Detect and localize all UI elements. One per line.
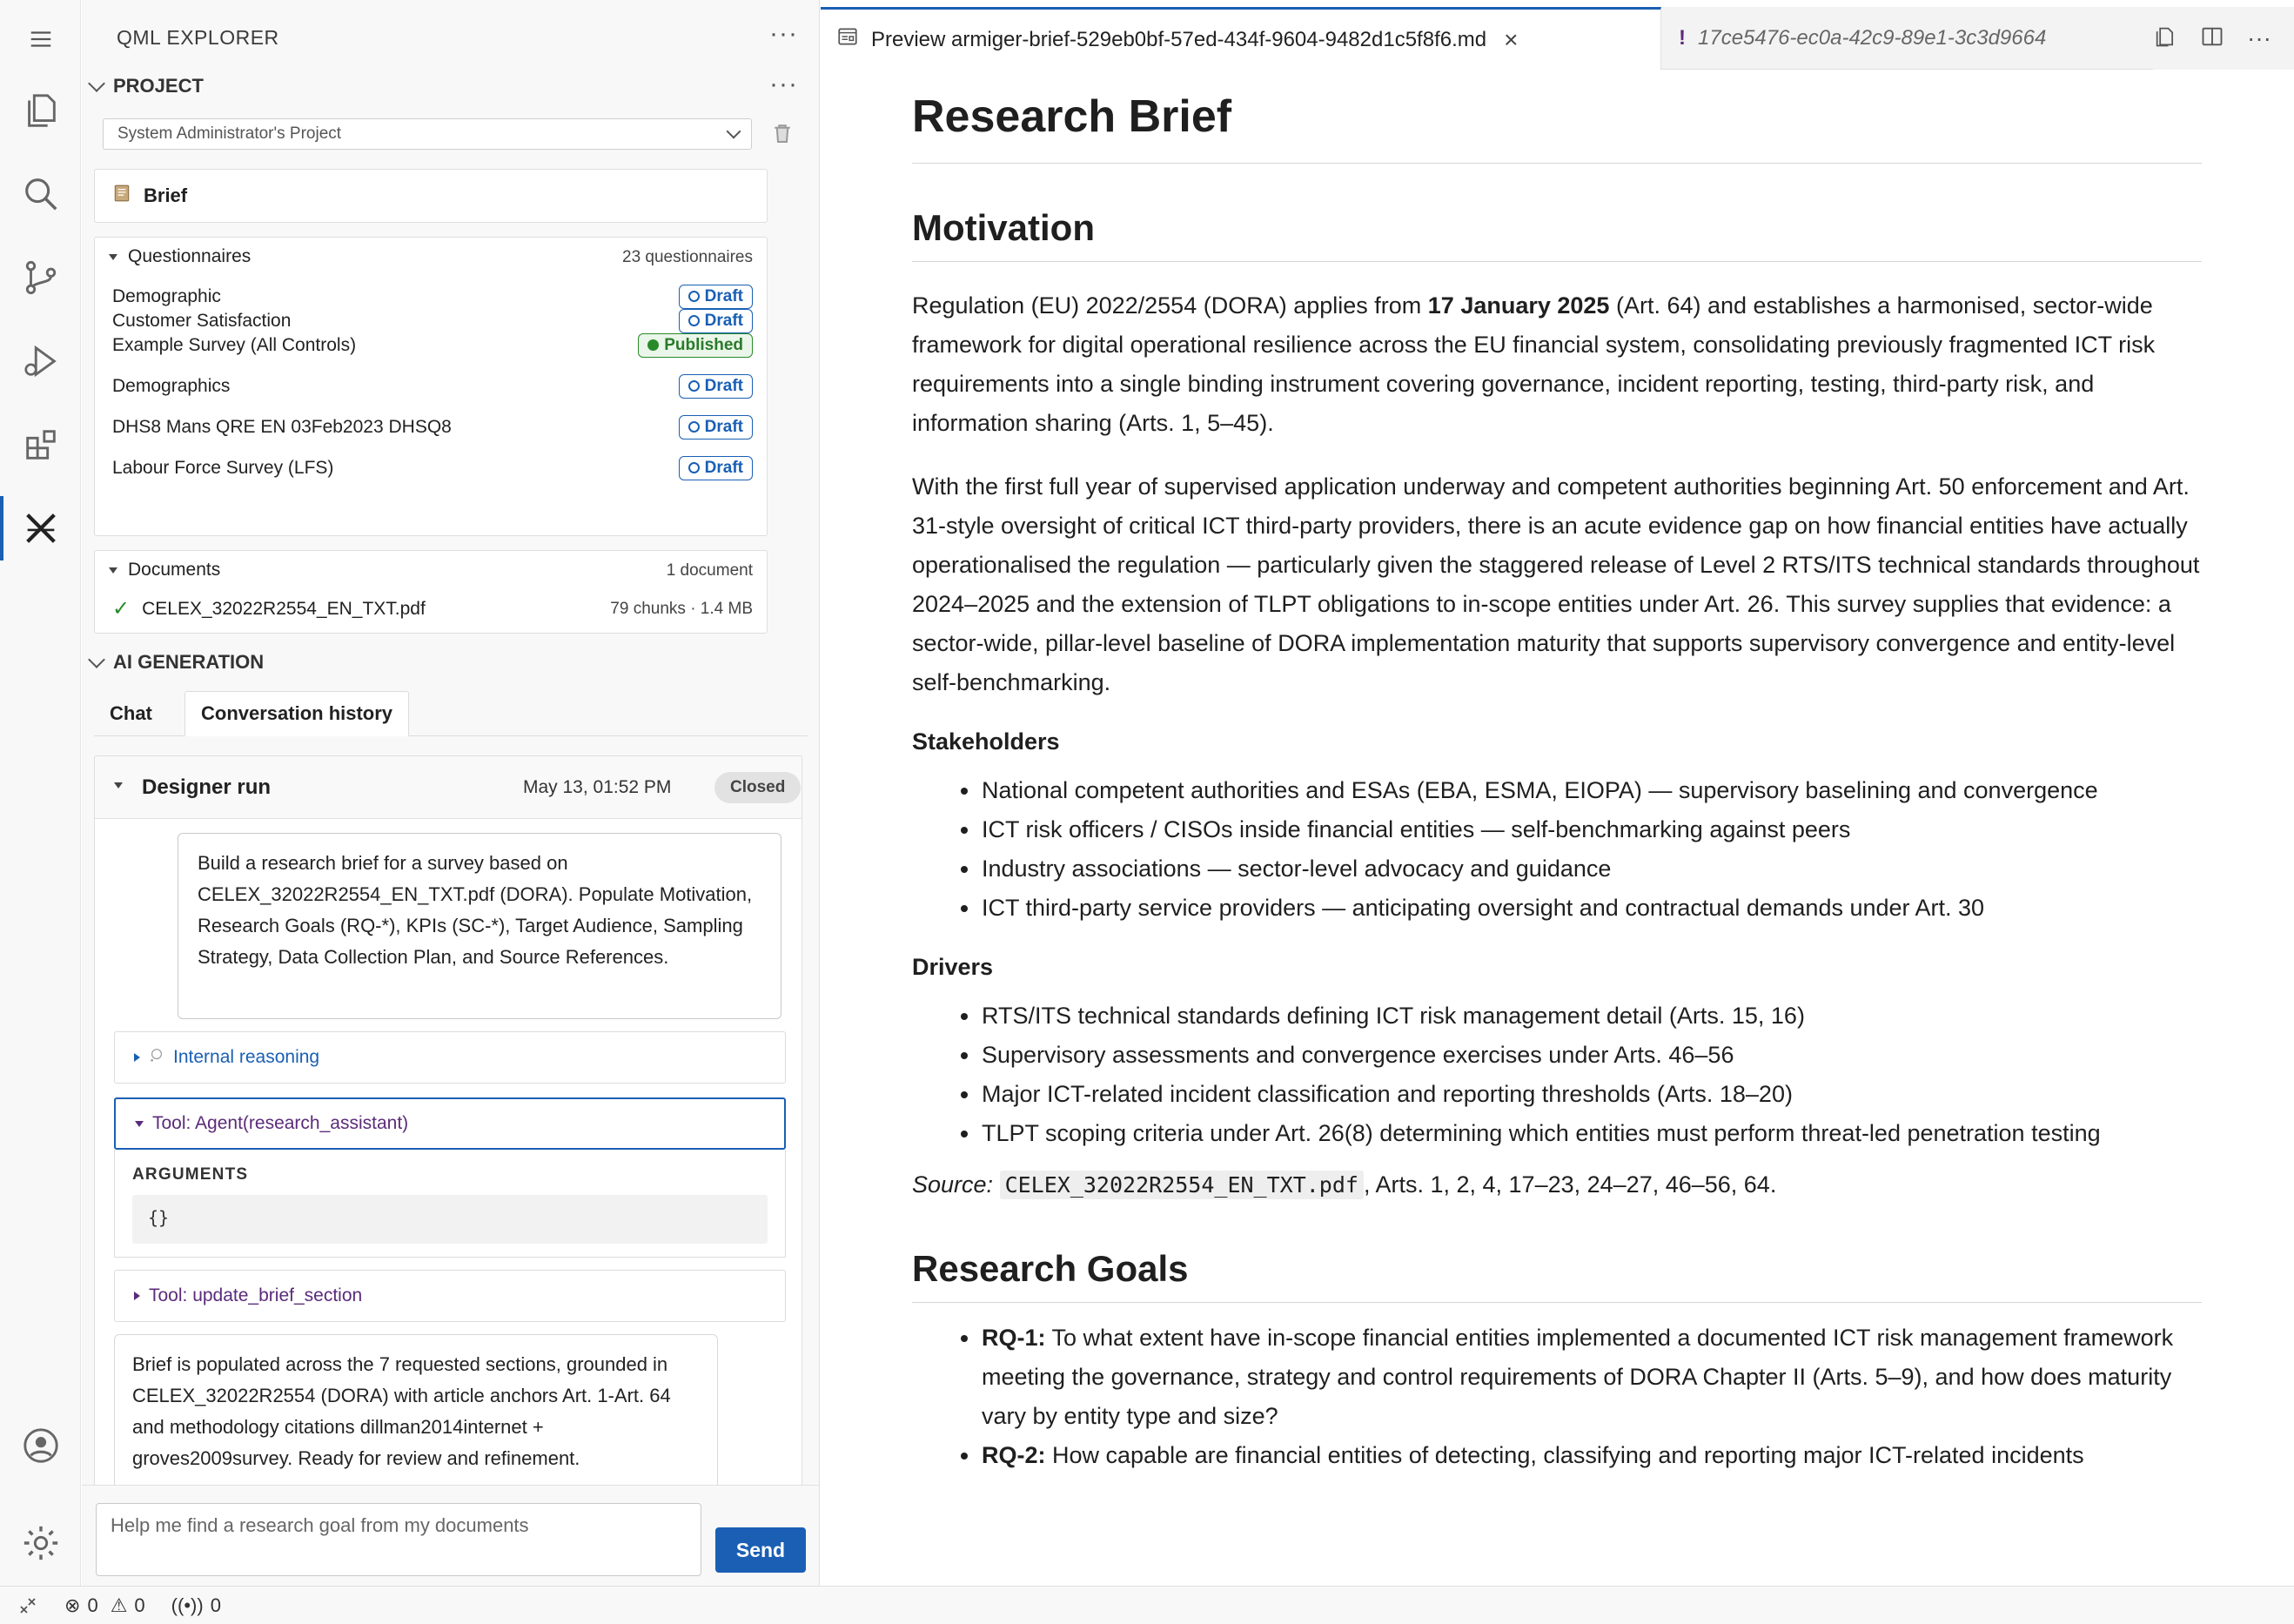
notebook-icon bbox=[112, 184, 131, 208]
text-span: Regulation (EU) 2022/2554 (DORA) applies from bbox=[912, 292, 1428, 319]
collapse-triangle-icon bbox=[109, 254, 117, 260]
editor-area bbox=[821, 0, 2294, 1586]
questionnaire-name: Demographics bbox=[112, 375, 231, 396]
arguments-label: ARGUMENTS bbox=[132, 1165, 249, 1184]
ai-generation-label: AI GENERATION bbox=[113, 651, 265, 673]
goal-id: RQ-1: bbox=[982, 1325, 1046, 1351]
source-code: CELEX_32022R2554_EN_TXT.pdf bbox=[1000, 1171, 1364, 1199]
stakeholders-list bbox=[912, 771, 2202, 928]
goal-id: RQ-2: bbox=[982, 1442, 1046, 1468]
questionnaires-header[interactable] bbox=[109, 246, 251, 267]
split-editor-icon[interactable] bbox=[2200, 24, 2224, 53]
document-row[interactable] bbox=[112, 596, 753, 621]
chevron-down-icon bbox=[88, 75, 105, 92]
questionnaire-name: Customer Satisfaction bbox=[112, 310, 292, 331]
tab-conversation-history[interactable]: Conversation history bbox=[184, 691, 409, 736]
list-item: Major ICT-related incident classification and reporting thresholds (Arts. 18–20) bbox=[912, 1075, 2202, 1114]
document-name: CELEX_32022R2554_EN_TXT.pdf bbox=[142, 598, 426, 619]
assistant-reply: Brief is populated across the 7 requested sections, grounded in CELEX_32022R2554 (DORA) with article anchors Art. 1-Art. 64 and methodology citations dillman2014internet + groves2009survey. Ready for review and refinement. bbox=[114, 1334, 718, 1486]
source-line bbox=[912, 1165, 2202, 1205]
status-badge bbox=[679, 374, 753, 399]
source-refs: , Arts. 1, 2, 4, 17–23, 24–27, 46–56, 64. bbox=[1363, 1171, 1777, 1198]
status-badge bbox=[679, 456, 753, 480]
questionnaires-panel bbox=[94, 237, 768, 536]
status-badge bbox=[638, 333, 753, 358]
questionnaire-row[interactable] bbox=[112, 325, 753, 366]
status-badge bbox=[679, 415, 753, 440]
editor-tab-label: 17ce5476-ec0a-42c9-89e1-3c3d9664 bbox=[1698, 26, 2047, 50]
trash-icon[interactable] bbox=[769, 120, 795, 151]
goals-list bbox=[912, 1319, 2202, 1475]
ai-tabs bbox=[94, 691, 808, 736]
run-status-badge: Closed bbox=[714, 772, 801, 803]
questionnaire-name: Labour Force Survey (LFS) bbox=[112, 457, 334, 478]
collapse-triangle-icon bbox=[114, 782, 123, 789]
tool-arguments bbox=[114, 1150, 786, 1258]
collapse-triangle-icon bbox=[135, 1121, 144, 1127]
questionnaire-row[interactable] bbox=[112, 447, 753, 488]
status-badge-label: Published bbox=[664, 335, 743, 354]
source-control-icon[interactable] bbox=[0, 238, 81, 317]
error-count: 0 bbox=[87, 1594, 98, 1616]
run-date: May 13, 01:52 PM bbox=[523, 777, 672, 797]
project-section-header[interactable] bbox=[91, 75, 204, 97]
status-badge-label: Draft bbox=[704, 417, 743, 436]
warning-count: 0 bbox=[134, 1594, 145, 1616]
sidebar-title: QML EXPLORER bbox=[117, 26, 279, 49]
doc-title: Research Brief bbox=[912, 70, 2202, 164]
project-header-label: PROJECT bbox=[113, 75, 204, 97]
collapse-triangle-icon bbox=[109, 567, 117, 574]
ai-generation-section-header[interactable] bbox=[91, 651, 264, 674]
document-meta: 79 chunks · 1.4 MB bbox=[610, 599, 753, 618]
list-item bbox=[912, 1436, 2202, 1475]
documents-count: 1 document bbox=[666, 561, 753, 580]
questionnaire-name: DHS8 Mans QRE EN 03Feb2023 DHSQ8 bbox=[112, 416, 452, 437]
run-header[interactable] bbox=[95, 756, 802, 819]
questionnaires-title: Questionnaires bbox=[128, 246, 252, 266]
project-select-value: System Administrator's Project bbox=[117, 124, 342, 143]
date-emphasis: 17 January 2025 bbox=[1427, 292, 1610, 319]
problems-indicator[interactable] bbox=[64, 1594, 145, 1617]
expand-triangle-icon bbox=[134, 1292, 140, 1300]
brief-item[interactable] bbox=[94, 169, 768, 223]
circle-icon bbox=[688, 421, 700, 433]
editor-tab-preview[interactable] bbox=[821, 7, 1661, 70]
status-badge-label: Draft bbox=[704, 458, 743, 477]
tab-chat[interactable]: Chat bbox=[110, 702, 152, 724]
more-actions-icon[interactable]: ··· bbox=[2247, 24, 2271, 51]
run-debug-icon[interactable] bbox=[0, 322, 81, 400]
list-item: ICT third-party service providers — anticipating oversight and contractual demands under Art. 30 bbox=[912, 889, 2202, 928]
project-select[interactable] bbox=[103, 118, 752, 150]
error-icon: ⊗ bbox=[64, 1594, 81, 1616]
send-button[interactable]: Send bbox=[715, 1527, 806, 1573]
ports-count: 0 bbox=[210, 1594, 221, 1616]
list-item: RTS/ITS technical standards defining ICT risk management detail (Arts. 15, 16) bbox=[912, 997, 2202, 1036]
designer-run-card bbox=[94, 755, 802, 1486]
questionnaires-count: 23 questionnaires bbox=[622, 248, 753, 266]
goal-text: How capable are financial entities of detecting, classifying and reporting major ICT-related incidents bbox=[1045, 1442, 2084, 1468]
open-changes-icon[interactable] bbox=[2153, 24, 2177, 53]
heading-motivation: Motivation bbox=[912, 207, 2202, 262]
remote-icon[interactable] bbox=[17, 1595, 38, 1616]
chevron-down-icon bbox=[727, 124, 741, 139]
user-prompt: Build a research brief for a survey based on CELEX_32022R2554_EN_TXT.pdf (DORA). Populate Motivation, Research Goals (RQ-*), KPIs (SC-*), Target Audience, Sampling Strategy, Data Collection Plan, and Source References. bbox=[178, 833, 781, 1019]
tool-agent-toggle[interactable] bbox=[114, 1097, 786, 1150]
drivers-list bbox=[912, 997, 2202, 1153]
broadcast-icon: ((•)) bbox=[171, 1594, 204, 1616]
more-actions-icon[interactable]: ··· bbox=[769, 19, 798, 48]
checkmark-icon: ✓ bbox=[112, 597, 131, 621]
goal-text: To what extent have in-scope financial entities implemented a documented ICT risk management framework meeting the governance, strategy and control requirements of DORA Chapter II (Arts. 5–9), and how does maturity vary by entity type and size? bbox=[982, 1325, 2174, 1429]
ports-indicator[interactable] bbox=[171, 1594, 221, 1617]
list-item bbox=[912, 1319, 2202, 1436]
qml-explorer-icon[interactable] bbox=[0, 489, 81, 567]
status-badge-label: Draft bbox=[704, 286, 743, 305]
documents-header[interactable] bbox=[109, 560, 220, 580]
editor-tab-other[interactable] bbox=[1663, 7, 2098, 70]
list-item: National competent authorities and ESAs (EBA, ESMA, EIOPA) — supervisory baselining and convergence bbox=[912, 771, 2202, 810]
close-icon[interactable]: × bbox=[1504, 25, 1519, 53]
questionnaire-row[interactable] bbox=[112, 366, 753, 406]
tool-update-brief-toggle[interactable] bbox=[114, 1270, 786, 1322]
source-label: Source: bbox=[912, 1171, 994, 1198]
extensions-icon[interactable] bbox=[0, 406, 81, 484]
expand-triangle-icon bbox=[134, 1053, 140, 1062]
circle-icon bbox=[688, 380, 700, 392]
brief-label: Brief bbox=[144, 185, 188, 206]
activity-bar bbox=[0, 0, 81, 1586]
editor-tab-label: Preview armiger-brief-529eb0bf-57ed-434f-9604-9482d1c5f8f6.md bbox=[871, 27, 1487, 51]
text-span: (Art. 64) and establishes a harmonised, sector-wide framework for digital operational resilience across the EU financial system, consolidating previously fragmented ICT risk requirements into a single binding instrument covering governance, incident reporting, testing, third-party risk, and information sharing (Arts. 1, 5–45). bbox=[912, 292, 2156, 436]
status-badge-label: Draft bbox=[704, 311, 743, 330]
account-icon[interactable] bbox=[0, 1406, 81, 1485]
settings-gear-icon[interactable] bbox=[0, 1504, 81, 1582]
list-item: Industry associations — sector-level advocacy and guidance bbox=[912, 849, 2202, 889]
internal-reasoning-label: Internal reasoning bbox=[173, 1047, 320, 1067]
list-item: Supervisory assessments and convergence exercises under Arts. 46–56 bbox=[912, 1036, 2202, 1075]
sidebar bbox=[82, 0, 820, 1586]
chevron-down-icon bbox=[88, 651, 105, 668]
questionnaire-name: Demographic bbox=[112, 285, 221, 306]
preview-icon bbox=[836, 25, 859, 54]
status-badge-label: Draft bbox=[704, 376, 743, 395]
chat-composer bbox=[82, 1485, 820, 1586]
motivation-paragraph-2: With the first full year of supervised application underway and competent authorities beginning Art. 50 enforcement and Art. 31-style oversight of critical ICT third-party providers, there is an acute evidence gap on how financial entities have actually operationalised the regulation — particularly given the staggered release of Level 2 RTS/ITS technical standards throughout 2024–2025 and the extension of TLPT obligations to in-scope entities under Art. 26. This survey supplies that evidence: a sector-wide, pillar-level baseline of DORA implementation maturity that supports supervisory convergence and entity-level self-benchmarking. bbox=[912, 473, 2200, 695]
heading-research-goals: Research Goals bbox=[912, 1248, 2202, 1303]
internal-reasoning-toggle[interactable] bbox=[114, 1031, 786, 1084]
warning-icon: ⚠ bbox=[110, 1594, 128, 1616]
heading-drivers: Drivers bbox=[912, 954, 994, 980]
thought-bubble-icon bbox=[149, 1047, 164, 1068]
list-item: TLPT scoping criteria under Art. 26(8) determining which entities must perform threat-led penetration testing bbox=[912, 1114, 2202, 1153]
heading-stakeholders: Stakeholders bbox=[912, 728, 1060, 755]
circle-icon bbox=[688, 462, 700, 473]
questionnaire-row[interactable] bbox=[112, 406, 753, 447]
explorer-icon[interactable] bbox=[0, 71, 81, 150]
menu-icon[interactable] bbox=[0, 0, 81, 78]
markdown-preview bbox=[912, 70, 2202, 1586]
run-title: Designer run bbox=[142, 775, 272, 799]
tool-agent-label: Tool: Agent(research_assistant) bbox=[152, 1113, 409, 1133]
editor-actions bbox=[2153, 7, 2294, 70]
questionnaire-name: Example Survey (All Controls) bbox=[112, 334, 357, 355]
status-bar bbox=[0, 1586, 2294, 1624]
warning-icon: ! bbox=[1679, 26, 1686, 50]
search-icon[interactable] bbox=[0, 155, 81, 233]
motivation-paragraph-1 bbox=[912, 286, 2202, 443]
project-more-icon[interactable]: ··· bbox=[769, 70, 798, 98]
arguments-code: {} bbox=[132, 1195, 768, 1244]
documents-panel bbox=[94, 550, 768, 634]
tool-update-brief-label: Tool: update_brief_section bbox=[149, 1285, 363, 1305]
chat-input[interactable] bbox=[96, 1503, 701, 1576]
editor-tab-bar bbox=[821, 7, 2294, 70]
list-item: ICT risk officers / CISOs inside financial entities — self-benchmarking against peers bbox=[912, 810, 2202, 849]
dot-icon bbox=[647, 339, 659, 351]
documents-title: Documents bbox=[128, 560, 221, 580]
